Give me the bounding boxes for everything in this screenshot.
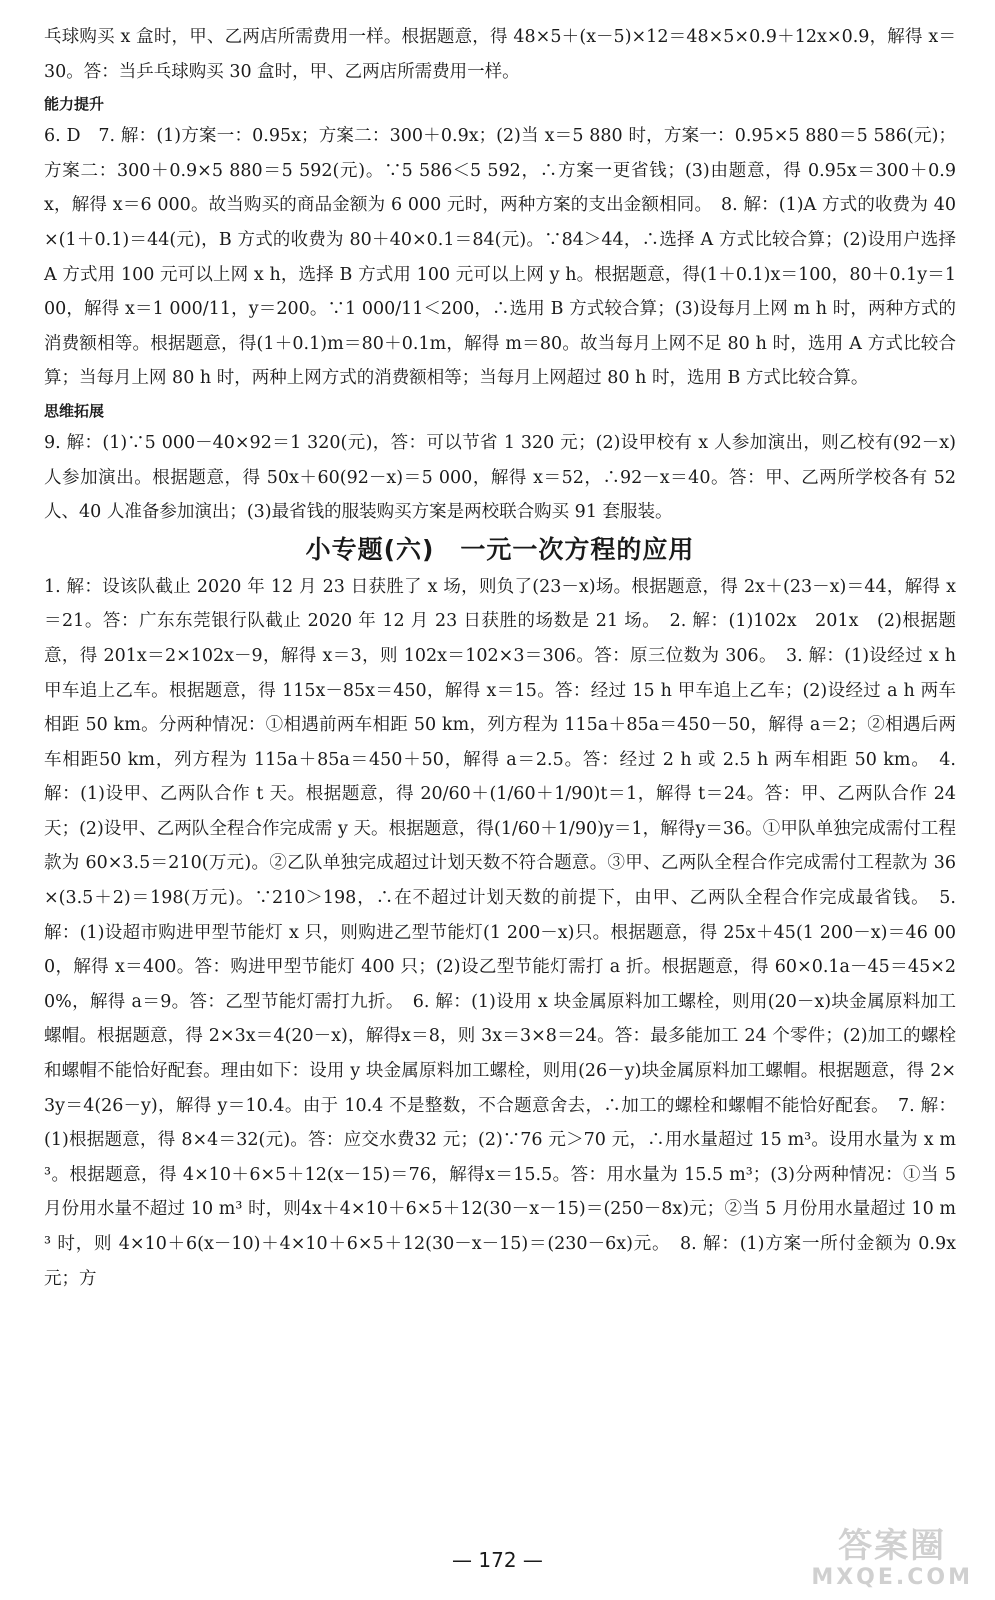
watermark-en: MXQE.COM — [811, 1565, 973, 1590]
page-number: — 172 — — [452, 1548, 543, 1572]
section-heading-ability: 能力提升 — [44, 95, 105, 114]
watermark-logo — [811, 1526, 973, 1590]
watermark-cn: 答案圈 — [838, 1526, 947, 1566]
answer-paragraph-topic: 1. 解：设该队截止 2020 年 12 月 23 日获胜了 x 场，则负了(23－x)场。根据题意，得 2x＋(23－x)＝44，解得 x＝21。答：广东东莞银行队截止 2020 年 12 月 23 日获胜的场数是 21 场。 2. 解：(1)102x 201x (2)根据题意，得 201x＝2×102x－9，解得 x＝3，则 102x＝102×3＝306。答：原三位数为 306。 3. 解：(1)设经过 x h 甲车追上乙车。根据题意，得 115x－85x＝450，解得 x＝15。答：经过 15 h 甲车追上乙车；(2)设经过 a h 两车相距 50 km。分两种情况：①相遇前两车相距 50 km，列方程为 115a＋85a＝450－50，解得 a＝2；②相遇后两车相距50 km，列方程为 115a＋85a＝450＋50，解得 a＝2.5。答：经过 2 h 或 2.5 h 两车相距 50 km。 4. 解：(1)设甲、乙两队合作 t 天。根据题意，得 20/60＋(1/60＋1/90)t＝1，解得 t＝24。答：甲、乙两队合作 24 天；(2)设甲、乙两队全程合作完成需 y 天。根据题意，得(1/60＋1/90)y＝1，解得y＝36。①甲队单独完成需付工程款为 60×3.5＝210(万元)。②乙队单独完成超过计划天数不符合题意。③甲、乙两队全程合作完成需付工程款为 36×(3.5＋2)＝198(万元)。∵210＞198，∴在不超过计划天数的前提下，由甲、乙两队全程合作完成最省钱。 5. 解：(1)设超市购进甲型节能灯 x 只，则购进乙型节能灯(1 200－x)只。根据题意，得 25x＋45(1 200－x)＝46 000，解得 x＝400。答：购进甲型节能灯 400 只；(2)设乙型节能灯需打 a 折。根据题意，得 60×0.1a－45＝45×20%，解得 a＝9。答：乙型节能灯需打九折。 6. 解：(1)设用 x 块金属原料加工螺栓，则用(20－x)块金属原料加工螺帽。根据题意，得 2×3x＝4(20－x)，解得x＝8，则 3x＝3×8＝24。答：最多能加工 24 个零件；(2)加工的螺栓和螺帽不能恰好配套。理由如下：设用 y 块金属原料加工螺栓，则用(26－y)块金属原料加工螺帽。根据题意，得 2×3y＝4(26－y)，解得 y＝10.4。由于 10.4 不是整数，不合题意舍去，∴加工的螺栓和螺帽不能恰好配套。 7. 解：(1)根据题意，得 8×4＝32(元)。答：应交水费32 元；(2)∵76 元＞70 元，∴用水量超过 15 m³。设用水量为 x m³。根据题意，得 4×10＋6×5＋12(x－15)＝76，解得x＝15.5。答：用水量为 15.5 m³；(3)分两种情况：①当 5 月份用水量不超过 10 m³ 时，则4x＋4×10＋6×5＋12(30－x－15)＝(250－8x)元；②当 5 月份用水量超过 10 m³ 时，则 4×10＋6(x－10)＋4×10＋6×5＋12(30－x－15)＝(230－6x)元。 8. 解：(1)方案一所付金额为 0.9x 元；方 — [44, 576, 962, 1289]
section-heading-thinking: 思维拓展 — [44, 401, 105, 420]
answer-paragraph-intro: 乓球购买 x 盒时，甲、乙两店所需费用一样。根据题意，得 48×5＋(x－5)×12＝48×5×0.9＋12x×0.9，解得 x＝30。答：当乒乓球购买 30 盒时，甲、乙两店所需费用一样。 — [44, 27, 956, 82]
answer-paragraph-thinking: 9. 解：(1)∵5 000－40×92＝1 320(元)，答：可以节省 1 320 元；(2)设甲校有 x 人参加演出，则乙校有(92－x)人参加演出。根据题意，得 50x＋60(92－x)＝5 000，解得 x＝52，∴92－x＝40。答：甲、乙两所学校各有 52 人、40 人准备参加演出；(3)最省钱的服装购买方案是两校联合购买 91 套服装。 — [44, 432, 962, 523]
topic-title: 小专题(六) 一元一次方程的应用 — [305, 534, 695, 564]
answer-paragraph-ability: 6. D 7. 解：(1)方案一：0.95x；方案二：300＋0.9x；(2)当 x＝5 880 时，方案一：0.95×5 880＝5 586(元)；方案二：300＋0.9×5 880＝5 592(元)。∵5 586＜5 592，∴方案一更省钱；(3)由题意，得 0.95x＝300＋0.9x，解得 x＝6 000。故当购买的商品金额为 6 000 元时，两种方案的支出金额相同。 8. 解：(1)A 方式的收费为 40×(1＋0.1)＝44(元)，B 方式的收费为 80＋40×0.1＝84(元)。∵84＞44，∴选择 A 方式比较合算；(2)设用户选择 A 方式用 100 元可以上网 x h，选择 B 方式用 100 元可以上网 y h。根据题意，得(1＋0.1)x＝100，80＋0.1y＝100，解得 x＝1 000/11，y＝200。∵1 000/11＜200，∴选用 B 方式较合算；(3)设每月上网 m h 时，两种方式的消费额相等。根据题意，得(1＋0.1)m＝80＋0.1m，解得 m＝80。故当每月上网不足 80 h 时，选用 A 方式比较合算；当每月上网 80 h 时，两种上网方式的消费额相等；当每月上网超过 80 h 时，选用 B 方式比较合算。 — [44, 126, 962, 389]
answer-page — [44, 20, 962, 1296]
